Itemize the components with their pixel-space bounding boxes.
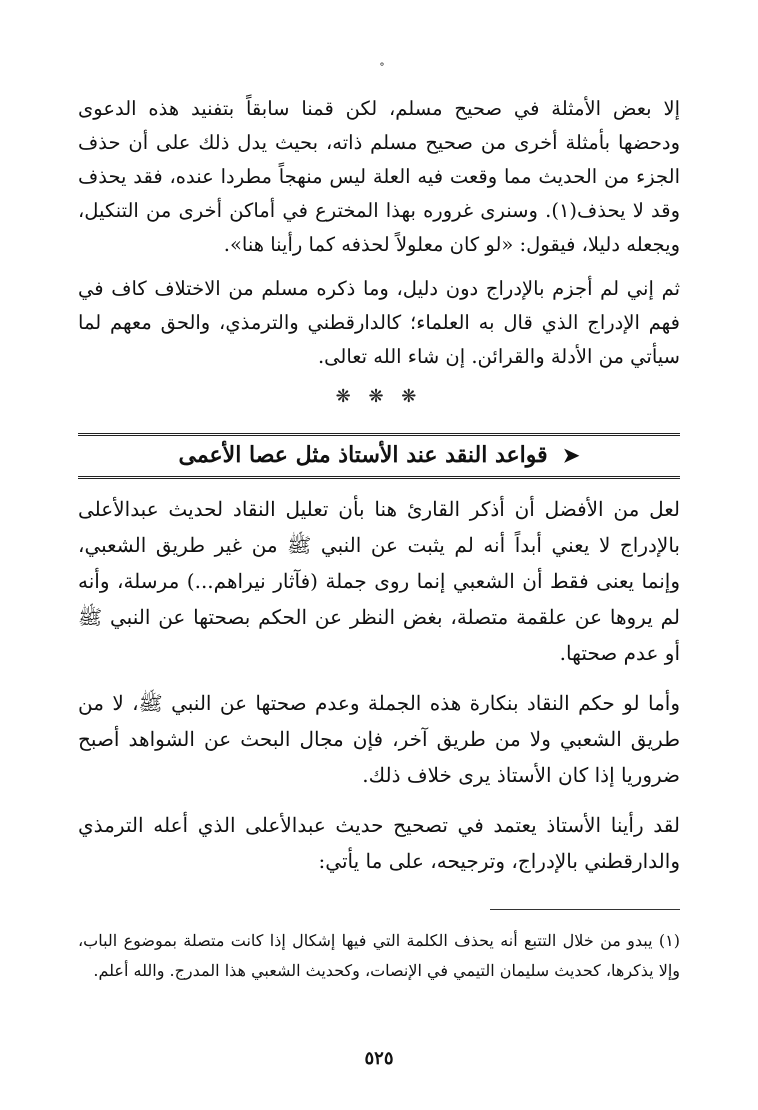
page-body xyxy=(78,92,680,1110)
footnote: (١) يبدو من خلال التتبع أنه يحذف الكلمة التي فيها إشكال إذا كانت متصلة بموضوع الباب، وإلا يذكرها، كحديث سليمان التيمي في الإنصات، وكحديث الشعبي هذا المدرج. والله أعلم. xyxy=(78,931,680,980)
paragraph-5: لقد رأينا الأستاذ يعتمد في تصحيح حديث عبدالأعلى الذي أعله الترمذي والدارقطني بالإدراج، وترجيحه، على ما يأتي: xyxy=(78,813,680,873)
paragraph-1: إلا بعض الأمثلة في صحيح مسلم، لكن قمنا سابقاً بتفنيد هذه الدعوى ودحضها بأمثلة أخرى من صحيح مسلم ذاته، بحيث يدل ذلك على أن حذف الجزء من الحديث مما وقعت فيه العلة ليس منهجاً مطردا عنده، فقد يحذف وقد لا يحذف(١). وسنرى غروره بهذا المخترع في أماكن أخرى من التنكيل، ويجعله دليلا، فيقول: «لو كان معلولاً لحذفه كما رأينا هنا». xyxy=(78,97,680,256)
page-number: ٥٢٥ xyxy=(364,1048,394,1069)
paragraph-4: وأما لو حكم النقاد بنكارة هذه الجملة وعدم صحتها عن النبي ﷺ، لا من طريق الشعبي ولا من طريق آخر، فإن مجال البحث عن الشواهد أصبح ضروريا إذا كان الأستاذ يرى خلاف ذلك. xyxy=(78,691,680,787)
paragraph-3: لعل من الأفضل أن أذكر القارئ هنا بأن تعليل النقاد لحديث عبدالأعلى بالإدراج لا يعني أبداً أنه لم يثبت عن النبي ﷺ من غير طريق الشعبي، وإنما يعنى فقط أن الشعبي إنما روى جملة (فآثار نيراهم...) مرسلة، وأنه لم يروها عن علقمة متصلة، بغض النظر عن الحكم بصحتها عن النبي ﷺ أو عدم صحتها. xyxy=(78,497,680,665)
upper-section xyxy=(78,92,680,374)
section-heading: قواعد النقد عند الأستاذ مثل عصا الأعمى xyxy=(178,442,548,468)
section-separator: ❋ ❋ ❋ xyxy=(335,386,423,407)
footnote-divider xyxy=(490,909,680,910)
top-diacritic-mark xyxy=(0,62,758,76)
paragraph-2: ثم إني لم أجزم بالإدراج دون دليل، وما ذكره مسلم من الاختلاف كاف في فهم الإدراج الذي قال به العلماء؛ كالدارقطني والترمذي، والحق معهم لما سيأتي من الأدلة والقرائن. إن شاء الله تعالى. xyxy=(78,277,680,368)
section-heading-box xyxy=(78,433,680,479)
lower-section xyxy=(78,491,680,879)
arrow-icon: ➤ xyxy=(562,443,580,467)
